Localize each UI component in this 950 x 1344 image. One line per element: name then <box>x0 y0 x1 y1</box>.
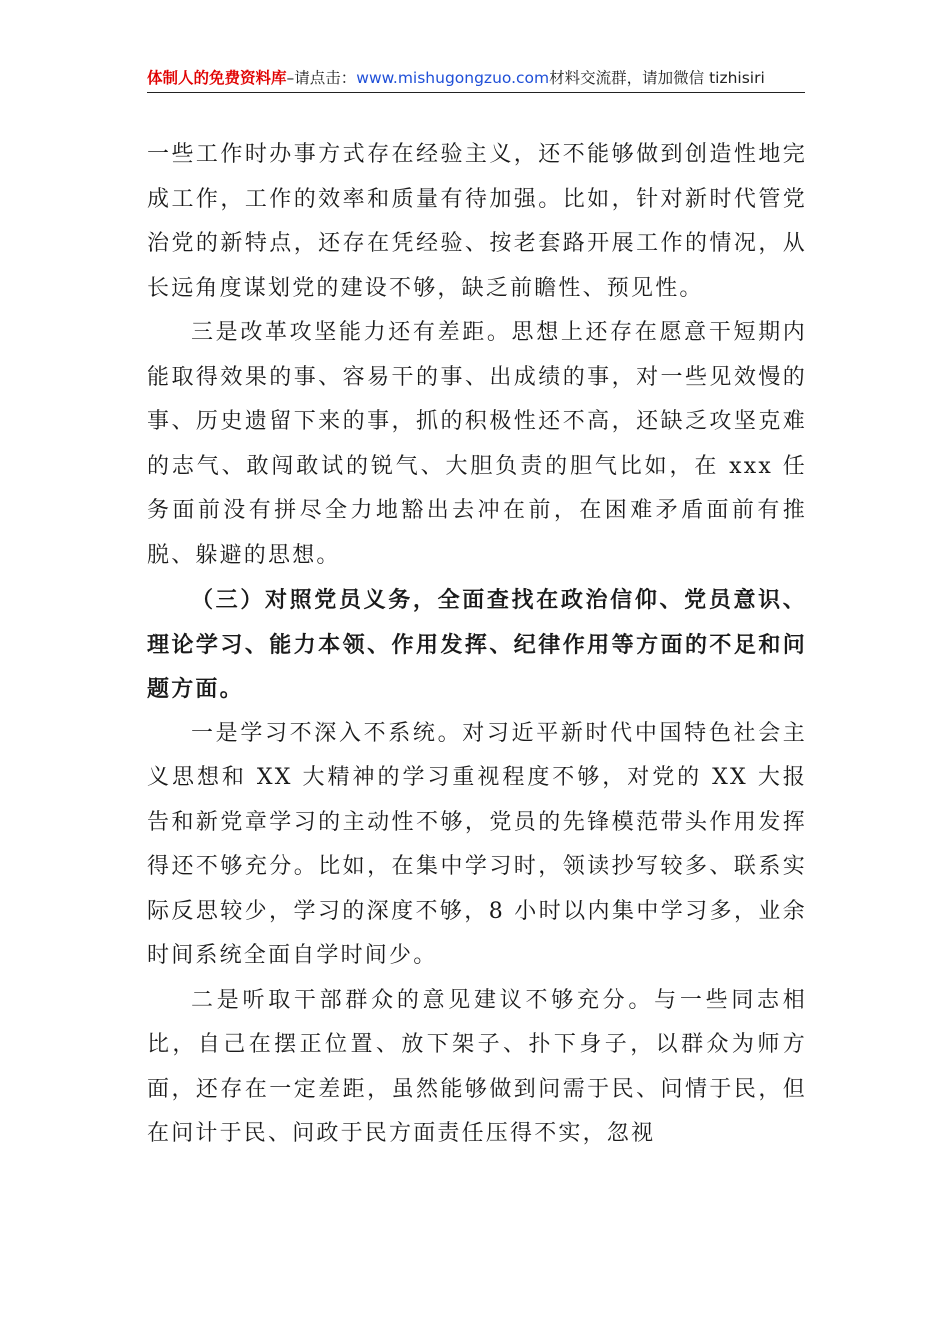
document-body <box>147 133 807 1157</box>
paragraph-point-one: 一是学习不深入不系统。对习近平新时代中国特色社会主义思想和 XX 大精神的学习重视程度不够，对党的 XX 大报告和新党章学习的主动性不够，党员的先锋模范带头作用发挥得还不够充分。比如，在集中学习时，领读抄写较多、联系实际反思较少，学习的深度不够，8 小时以内集中学习多，业余时间系统全面自学时间少。 <box>147 720 807 968</box>
header-contact: 材料交流群，请加微信 tizhisiri <box>549 69 765 87</box>
header-link[interactable]: www.mishugongzuo.com <box>356 69 550 87</box>
paragraph-point-three: 三是改革攻坚能力还有差距。思想上还存在愿意干短期内能取得效果的事、容易干的事、出成绩的事，对一些见效慢的事、历史遗留下来的事，抓的积极性还不高，还缺乏攻坚克难的志气、敢闯敢试的锐气、大胆负责的胆气比如，在 xxx 任务面前没有拼尽全力地豁出去冲在前，在困难矛盾面前有推脱、躲避的思想。 <box>147 320 807 568</box>
header-brand: 体制人的免费资料库 <box>147 69 287 87</box>
page-header <box>147 64 805 93</box>
paragraph-point-two: 二是听取干部群众的意见建议不够充分。与一些同志相比，自己在摆正位置、放下架子、扑下身子，以群众为师方面，还存在一定差距，虽然能够做到问需于民、问情于民，但在问计于民、问政于民方面责任压得不实，忽视 <box>147 987 807 1146</box>
paragraph-continued: 一些工作时办事方式存在经验主义，还不能够做到创造性地完成工作，工作的效率和质量有待加强。比如，针对新时代管党治党的新特点，还存在凭经验、按老套路开展工作的情况，从长远角度谋划党的建设不够，缺乏前瞻性、预见性。 <box>147 142 807 301</box>
header-prompt: –请点击： <box>286 69 357 87</box>
section-heading-three: （三）对照党员义务，全面查找在政治信仰、党员意识、理论学习、能力本领、作用发挥、纪律作用等方面的不足和问题方面。 <box>147 587 807 702</box>
